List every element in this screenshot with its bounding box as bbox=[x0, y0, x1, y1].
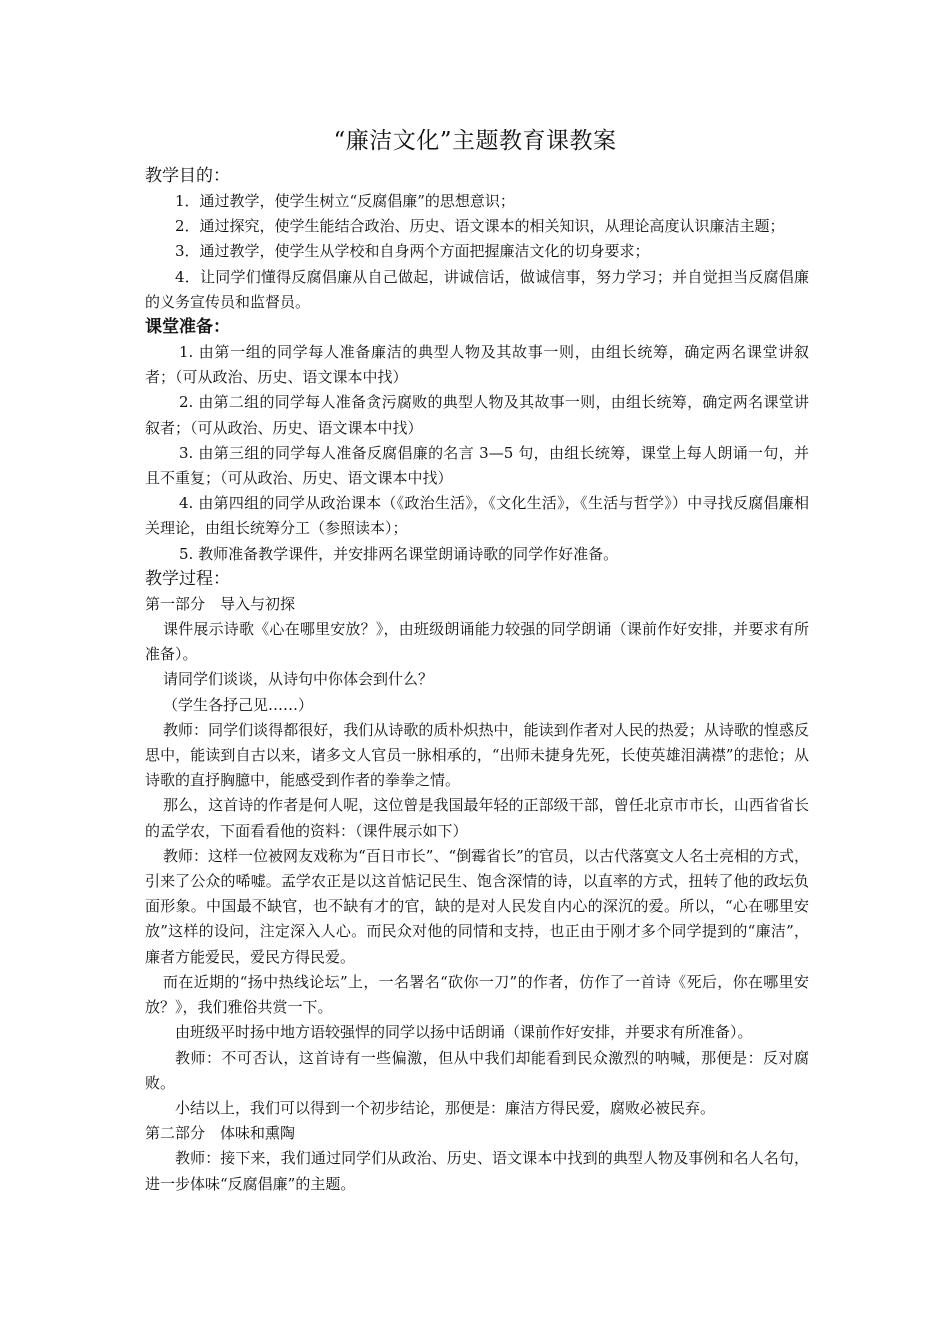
document-body bbox=[145, 164, 809, 1197]
objective-item: 4．让同学们懂得反腐倡廉从自己做起，讲诚信话，做诚信事，努力学习；并自觉担当反腐倡廉的义务宣传员和监督员。 bbox=[145, 267, 809, 311]
section-heading-process: 教学过程： bbox=[145, 568, 230, 589]
section-heading-preparation: 课堂准备： bbox=[145, 317, 230, 338]
preparation-item: 2. 由第二组的同学每人准备贪污腐败的典型人物及其故事一则，由组长统筹，确定两名课堂讲叙者；（可从政治、历史、语文课本中找） bbox=[145, 393, 809, 437]
objective-item: 2．通过探究，使学生能结合政治、历史、语文课本的相关知识，从理论高度认识廉洁主题； bbox=[175, 217, 785, 236]
part1-paragraph: 课件展示诗歌《心在哪里安放？》，由班级朗诵能力较强的同学朗诵（课前作好安排，并要求有所准备）。 bbox=[145, 620, 809, 664]
part1-paragraph: 由班级平时扬中地方语较强悍的同学以扬中话朗诵（课前作好安排，并要求有所准备）。 bbox=[175, 1023, 753, 1042]
objective-item: 1．通过教学，使学生树立“反腐倡廉”的思想意识； bbox=[175, 192, 515, 210]
part1-paragraph: 教师：不可否认，这首诗有一些偏激，但从中我们却能看到民众激烈的呐喊，那便是：反对腐败。 bbox=[145, 1048, 809, 1092]
part1-paragraph: 教师：同学们谈得都很好，我们从诗歌的质朴炽热中，能读到作者对人民的热爱；从诗歌的惶惑反思中，能读到自古以来，诸多文人官员一脉相承的，“出师未捷身先死，长使英雄泪满襟”的悲怆；从诗歌的直抒胸臆中，能感受到作者的拳拳之情。 bbox=[145, 720, 809, 790]
document-title: “廉洁文化”主题教育课教案 bbox=[333, 128, 617, 154]
part1-paragraph: 教师：这样一位被网友戏称为“百日市长”、“倒霉省长”的官员，以古代落寞文人名士亮相的方式，引来了公众的唏嘘。孟学农正是以这首惦记民生、饱含深情的诗，以直率的方式，扭转了他的政坛负面形象。中国最不缺官，也不缺有才的官，缺的是对人民发自内心的深沉的爱。所以，“心在哪里安放”这样的设问，注定深入人心。而民众对他的同情和支持，也正由于刚才多个同学提到的“廉洁”，廉者方能爱民，爱民方得民爱。 bbox=[145, 846, 809, 966]
part1-paragraph: 那么，这首诗的作者是何人呢，这位曾是我国最年轻的正部级干部，曾任北京市市长，山西省省长的孟学农，下面看看他的资料：（课件展示如下） bbox=[145, 796, 809, 840]
part1-heading: 第一部分 导入与初探 bbox=[145, 594, 296, 613]
part1-paragraph: 小结以上，我们可以得到一个初步结论，那便是：廉洁方得民爱，腐败必被民弃。 bbox=[175, 1098, 716, 1117]
part2-paragraph: 教师：接下来，我们通过同学们从政治、历史、语文课本中找到的典型人物及事例和名人名句，进一步体味“反腐倡廉”的主题。 bbox=[145, 1149, 809, 1193]
preparation-item: 5. 教师准备教学课件，并安排两名课堂朗诵诗歌的同学作好准备。 bbox=[179, 544, 619, 563]
part1-paragraph: 请同学们谈谈，从诗句中你体会到什么？ bbox=[163, 670, 434, 689]
objective-item: 3．通过教学，使学生从学校和自身两个方面把握廉洁文化的切身要求； bbox=[175, 242, 650, 261]
preparation-item: 4. 由第四组的同学从政治课本（《政治生活》，《文化生活》，《生活与哲学》）中寻找反腐倡廉相关理论，由组长统筹分工（参照读本）； bbox=[145, 494, 809, 538]
part1-paragraph: 而在近期的“扬中热线论坛”上，一名署名“砍你一刀”的作者，仿作了一首诗《死后，你在哪里安放？》，我们雅俗共赏一下。 bbox=[145, 972, 809, 1017]
preparation-item: 3. 由第三组的同学每人准备反腐倡廉的名言 3—5 句，由组长统筹，课堂上每人朗诵一句，并且不重复；（可从政治、历史、语文课本中找） bbox=[145, 443, 809, 488]
preparation-item: 1. 由第一组的同学每人准备廉洁的典型人物及其故事一则，由组长统筹，确定两名课堂讲叙者；（可从政治、历史、语文课本中找） bbox=[145, 343, 809, 387]
part2-heading: 第二部分 体味和熏陶 bbox=[145, 1124, 296, 1143]
section-heading-objectives: 教学目的： bbox=[145, 166, 230, 186]
part1-paragraph: （学生各抒己见……） bbox=[163, 695, 314, 714]
